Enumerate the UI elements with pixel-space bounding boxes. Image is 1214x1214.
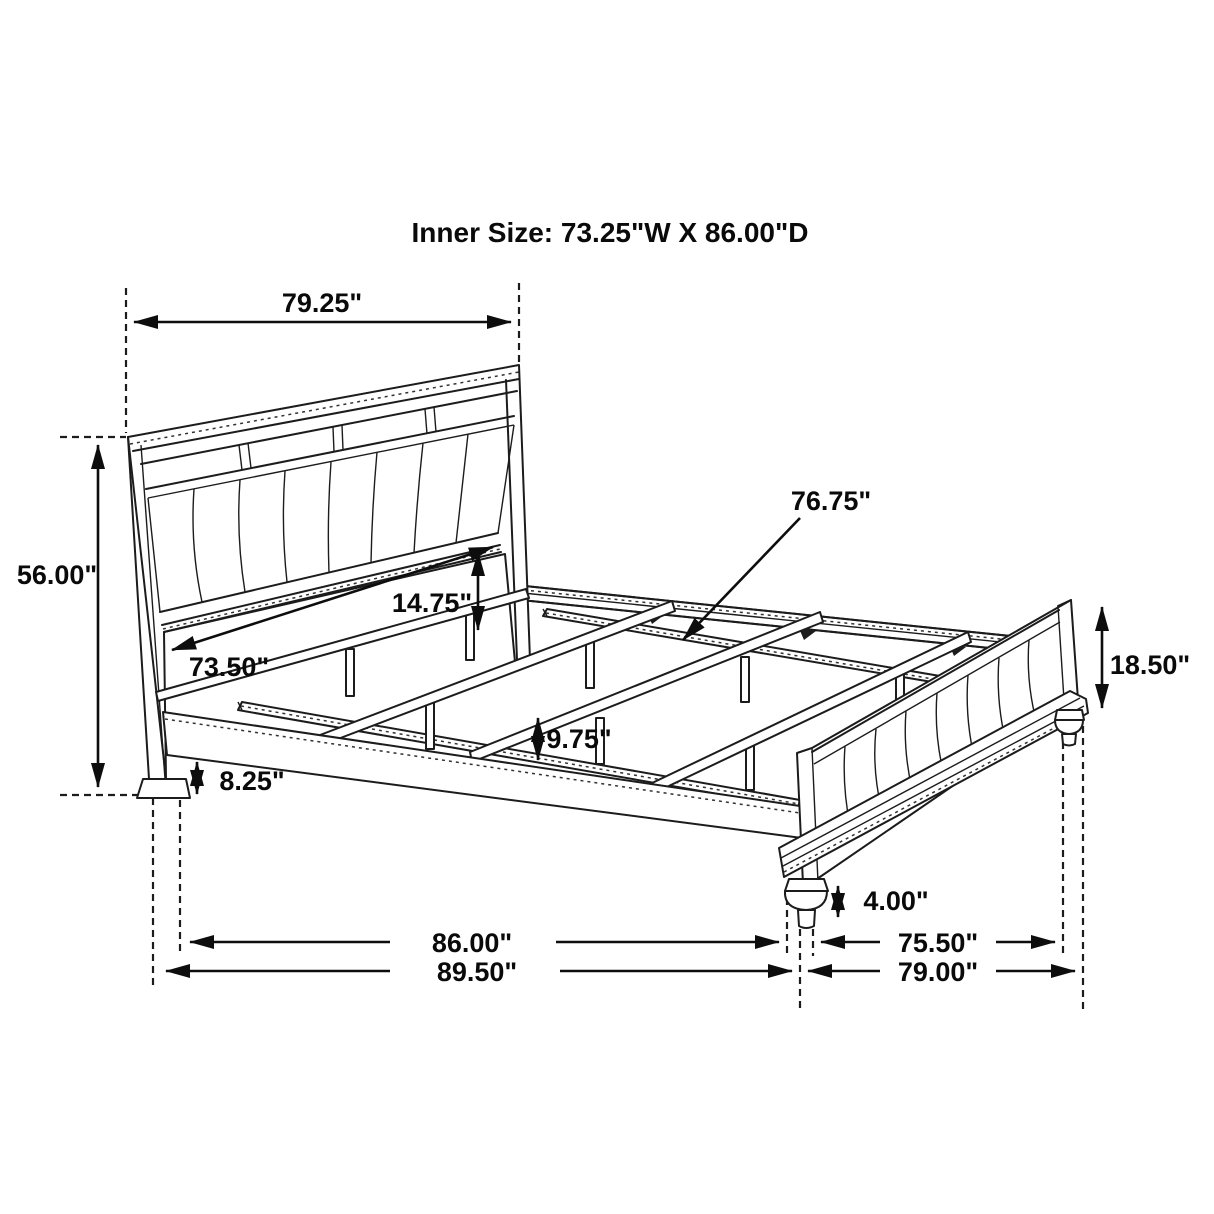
footboard-foot-near	[785, 879, 828, 928]
label-overall-depth: 89.50"	[436, 957, 518, 987]
diagram-title: Inner Size: 73.25"W X 86.00"D	[411, 217, 809, 248]
label-footboard-inner-width: 75.50"	[897, 928, 979, 958]
slat-leg	[746, 745, 754, 790]
label-panel-height: 14.75"	[391, 588, 473, 618]
label-support-rail-length: 76.75"	[790, 486, 872, 516]
label-foot-height: 4.00"	[863, 886, 929, 916]
label-footboard-width: 79.00"	[897, 957, 979, 987]
slat-leg	[346, 649, 354, 696]
slat-leg	[466, 613, 474, 660]
slat-leg	[426, 702, 434, 749]
label-slat-height: 9.75"	[546, 724, 612, 754]
label-rail-clearance: 8.25"	[219, 766, 285, 796]
slat-leg	[586, 641, 594, 688]
label-headboard-inner-width: 73.50"	[188, 652, 270, 682]
slat-leg	[741, 657, 749, 702]
label-headboard-width: 79.25"	[281, 288, 363, 318]
label-footboard-height: 18.50"	[1109, 650, 1191, 680]
slat	[320, 601, 675, 745]
label-headboard-height: 56.00"	[16, 560, 98, 590]
headboard-foot	[137, 779, 190, 798]
label-inner-depth: 86.00"	[431, 928, 513, 958]
footboard-foot-far	[1055, 710, 1084, 746]
